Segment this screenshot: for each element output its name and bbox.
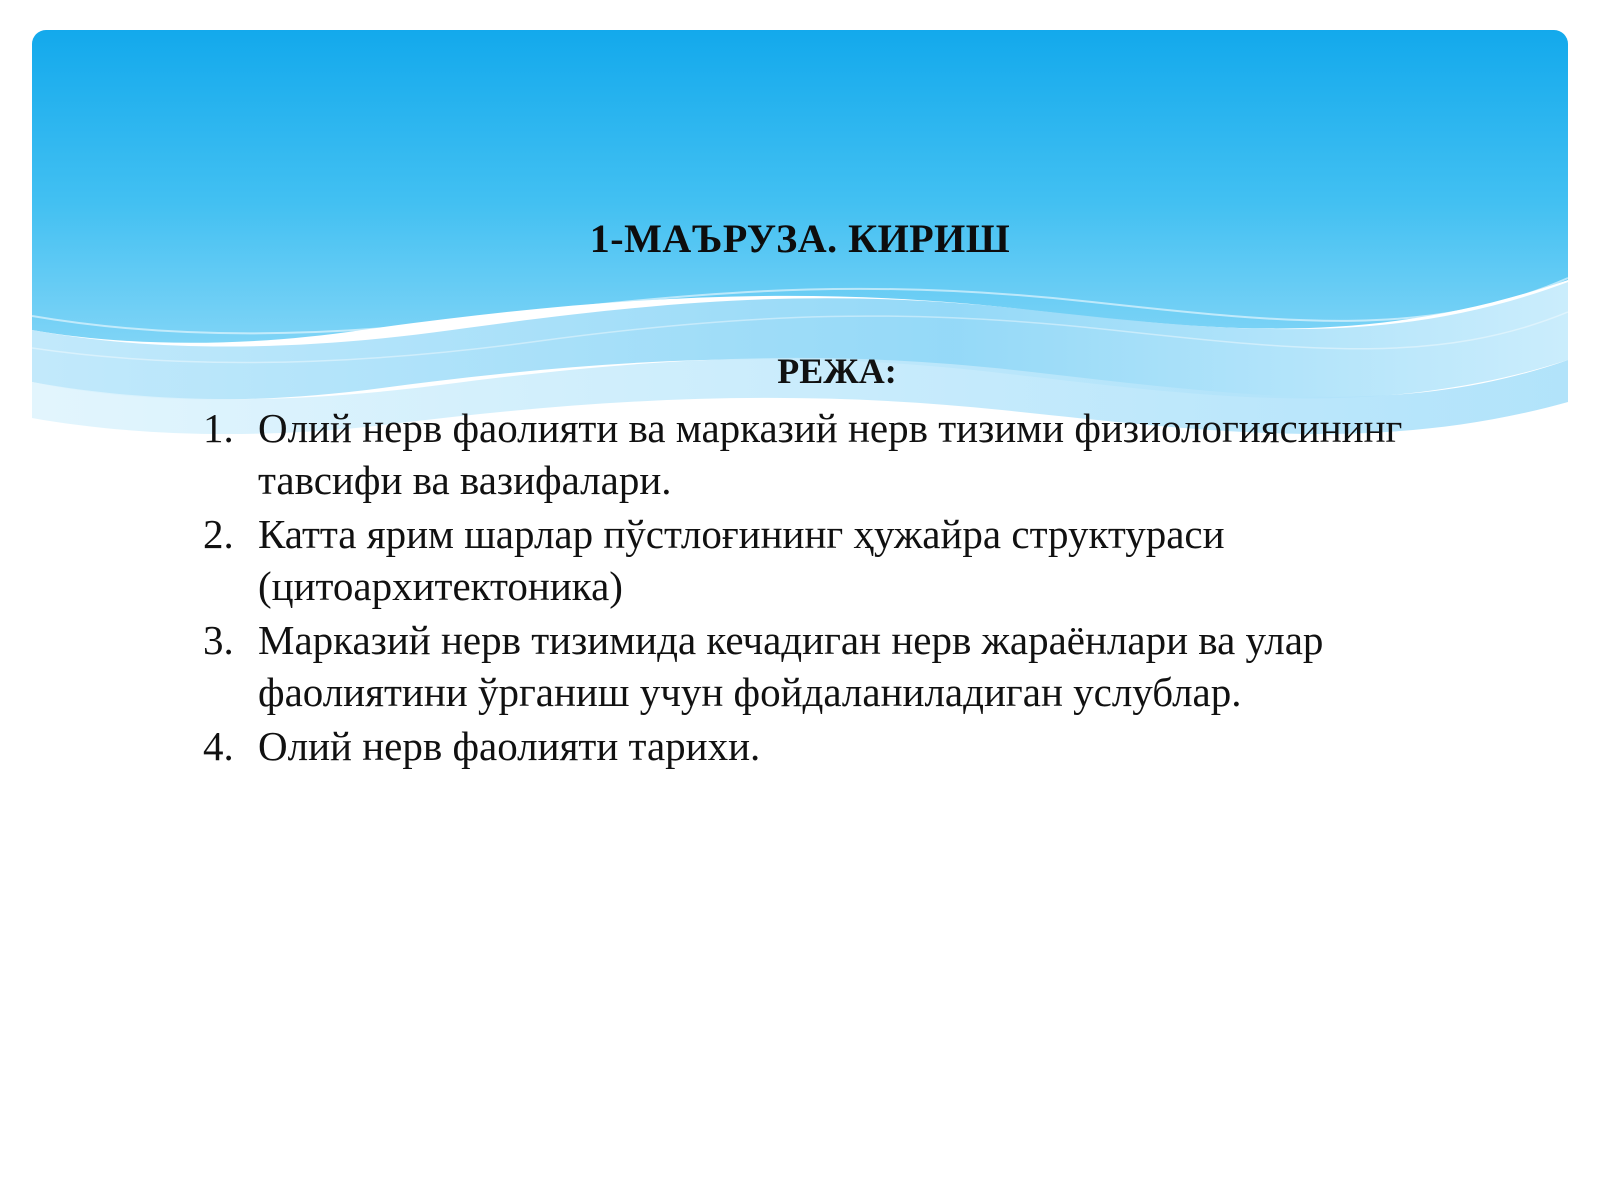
list-item: 2. Катта ярим шарлар пўстлоғининг ҳужайра структураси (цитоархитектоника) (244, 508, 1492, 612)
plan-list (182, 402, 1492, 772)
plan-label: РЕЖА: (777, 351, 897, 391)
slide-inner (32, 30, 1568, 1170)
list-item: 4. Олий нерв фаолияти тарихи. (244, 720, 1492, 772)
slide-content (182, 350, 1492, 774)
list-item: 3. Марказий нерв тизимида кечадиган нерв жараёнлари ва улар фаолиятини ўрганиш учун фойдаланиладиган услублар. (244, 614, 1492, 718)
slide-title: 1-МАЪРУЗА. КИРИШ (589, 216, 1011, 261)
list-item: 1. Олий нерв фаолияти ва марказий нерв тизими физиологиясининг тавсифи ва вазифалари. (244, 402, 1492, 506)
